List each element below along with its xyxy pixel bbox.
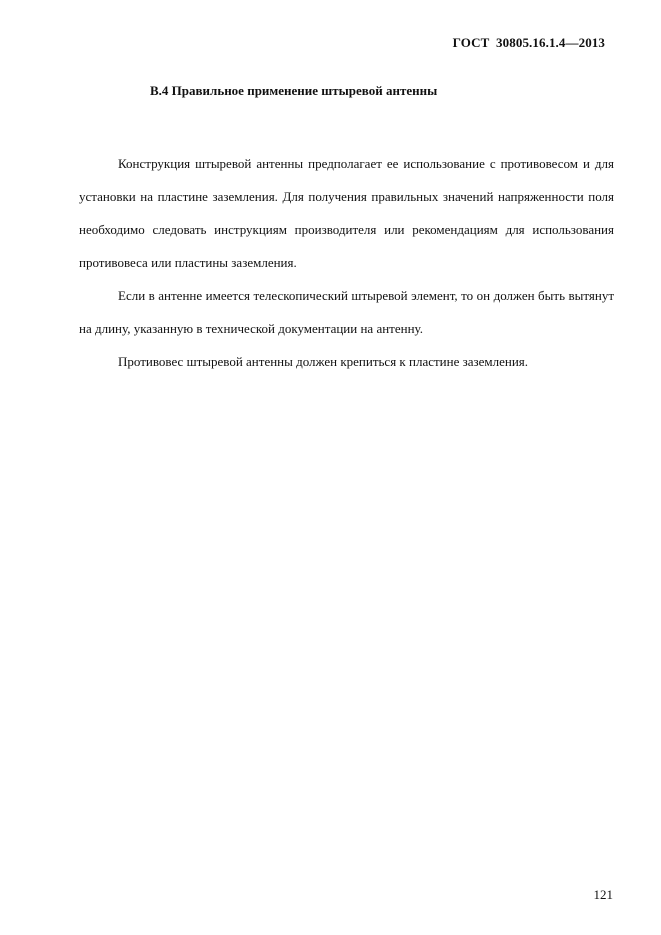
- paragraph-telescopic-element: Если в антенне имеется телескопический штыревой элемент, то он должен быть вытянут на длину, указанную в технической документации на антенну.: [79, 288, 614, 336]
- body-text: [79, 147, 614, 378]
- paragraph-counterweight: Противовес штыревой антенны должен крепиться к пластине заземления.: [118, 354, 529, 369]
- page-number: 121: [593, 887, 613, 902]
- paragraph-construction: Конструкция штыревой антенны предполагает ее использование с противовесом и для установки на пластине заземления. Для получения правильных значений напряженности поля необходимо следовать инструкциям производителя или рекомендациям для использования противовеса или пластины заземления.: [79, 156, 614, 270]
- document-code-header: ГОСТ 30805.16.1.4—2013: [452, 35, 605, 50]
- section-title: В.4 Правильное применение штыревой антенны: [150, 83, 438, 98]
